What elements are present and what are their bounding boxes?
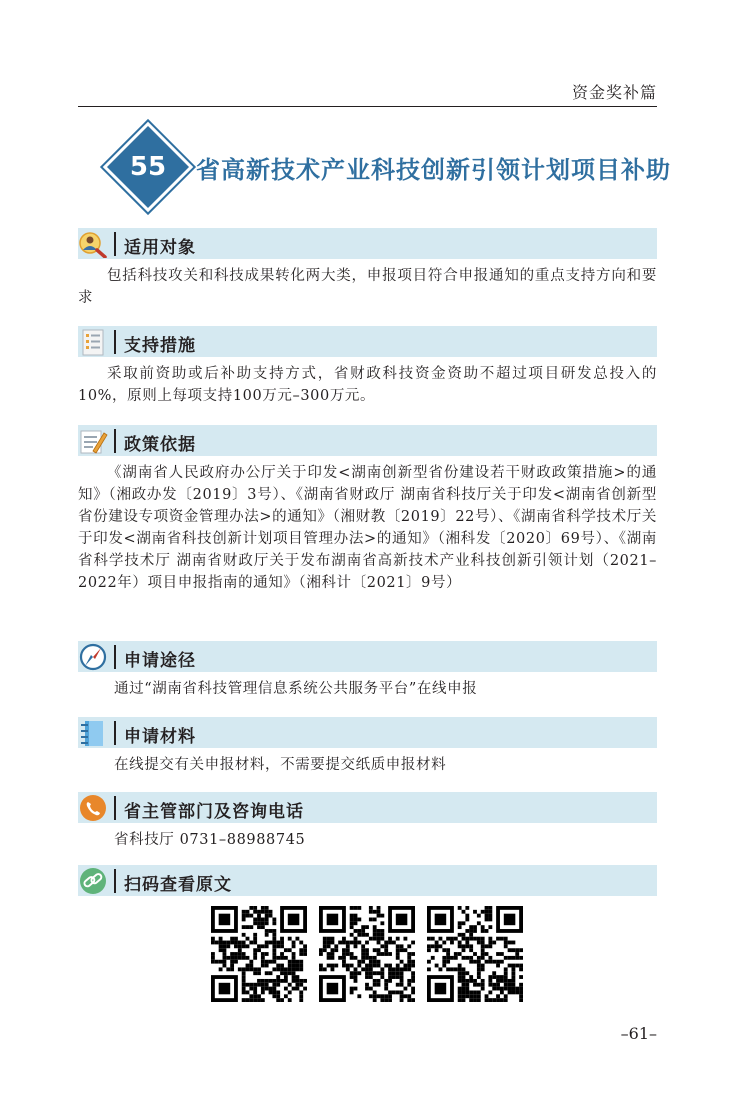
section-scan [78, 865, 657, 896]
page-number: –61– [620, 1024, 657, 1043]
section-title: 支持措施 [124, 336, 196, 356]
section-title: 适用对象 [124, 238, 196, 258]
section-body: 《湖南省人民政府办公厅关于印发<湖南创新型省份建设若干财政政策措施>的通知》（湘政办发〔2019〕3号）、《湖南省财政厅 湖南省科技厅关于印发<湖南省创新型省份建设专项资金管理办法>的通知》（湘财教〔2019〕22号）、《湖南省科学技术厅关于印发<湖南省科技创新计划项目管理办法>的通知》（湘科发〔2020〕69号）、《湖南省科学技术厅 湖南省财政厅关于发布湖南省高新技术产业科技创新引领计划（2021–2022年）项目申报指南的通知》（湘科计〔2021〕9号） [78, 465, 657, 591]
section-body: 通过“湖南省科技管理信息系统公共服务平台”在线申报 [114, 681, 478, 697]
header-category: 资金奖补篇 [571, 83, 657, 102]
section-bar [78, 865, 657, 896]
section-bar [78, 326, 657, 357]
section-bar [78, 717, 657, 748]
link-icon [78, 867, 108, 895]
phone-icon [78, 794, 108, 822]
section-title: 扫码查看原文 [124, 875, 232, 895]
section-target [78, 228, 657, 309]
bar-divider [114, 330, 116, 354]
section-body: 采取前资助或后补助支持方式，省财政科技资金资助不超过项目研发总投入的10%，原则上每项支持100万元–300万元。 [78, 366, 657, 404]
section-title: 省主管部门及咨询电话 [124, 802, 304, 822]
section-channel [78, 641, 657, 700]
section-title: 政策依据 [124, 435, 196, 455]
section-contact [78, 792, 657, 851]
bar-divider [114, 796, 116, 820]
bar-divider [114, 869, 116, 893]
bar-divider [114, 645, 116, 669]
section-materials [78, 717, 657, 776]
checklist-icon [78, 328, 108, 356]
page-title: 省高新技术产业科技创新引领计划项目补助 [196, 155, 671, 184]
section-title: 申请材料 [124, 727, 196, 747]
bar-divider [114, 429, 116, 453]
qr-code-1[interactable] [211, 906, 307, 1002]
bar-divider [114, 232, 116, 256]
section-body: 省科技厅 0731–88988745 [114, 832, 306, 848]
document-pencil-icon [78, 427, 108, 455]
section-support [78, 326, 657, 407]
item-title [110, 132, 670, 202]
qr-code-row [211, 906, 526, 1006]
notebook-icon [78, 719, 108, 747]
bar-divider [114, 721, 116, 745]
header-rule [78, 106, 657, 107]
compass-icon [78, 643, 108, 671]
qr-code-2[interactable] [319, 906, 415, 1002]
section-bar [78, 792, 657, 823]
section-policy [78, 425, 657, 594]
section-bar [78, 228, 657, 259]
section-body: 包括科技攻关和科技成果转化两大类，申报项目符合申报通知的重点支持方向和要求 [78, 268, 657, 306]
section-title: 申请途径 [124, 651, 196, 671]
item-number: 55 [129, 152, 167, 182]
section-bar [78, 425, 657, 456]
section-bar [78, 641, 657, 672]
section-body: 在线提交有关申报材料，不需要提交纸质申报材料 [114, 757, 447, 773]
qr-code-3[interactable] [427, 906, 523, 1002]
magnifier-person-icon [78, 230, 108, 258]
